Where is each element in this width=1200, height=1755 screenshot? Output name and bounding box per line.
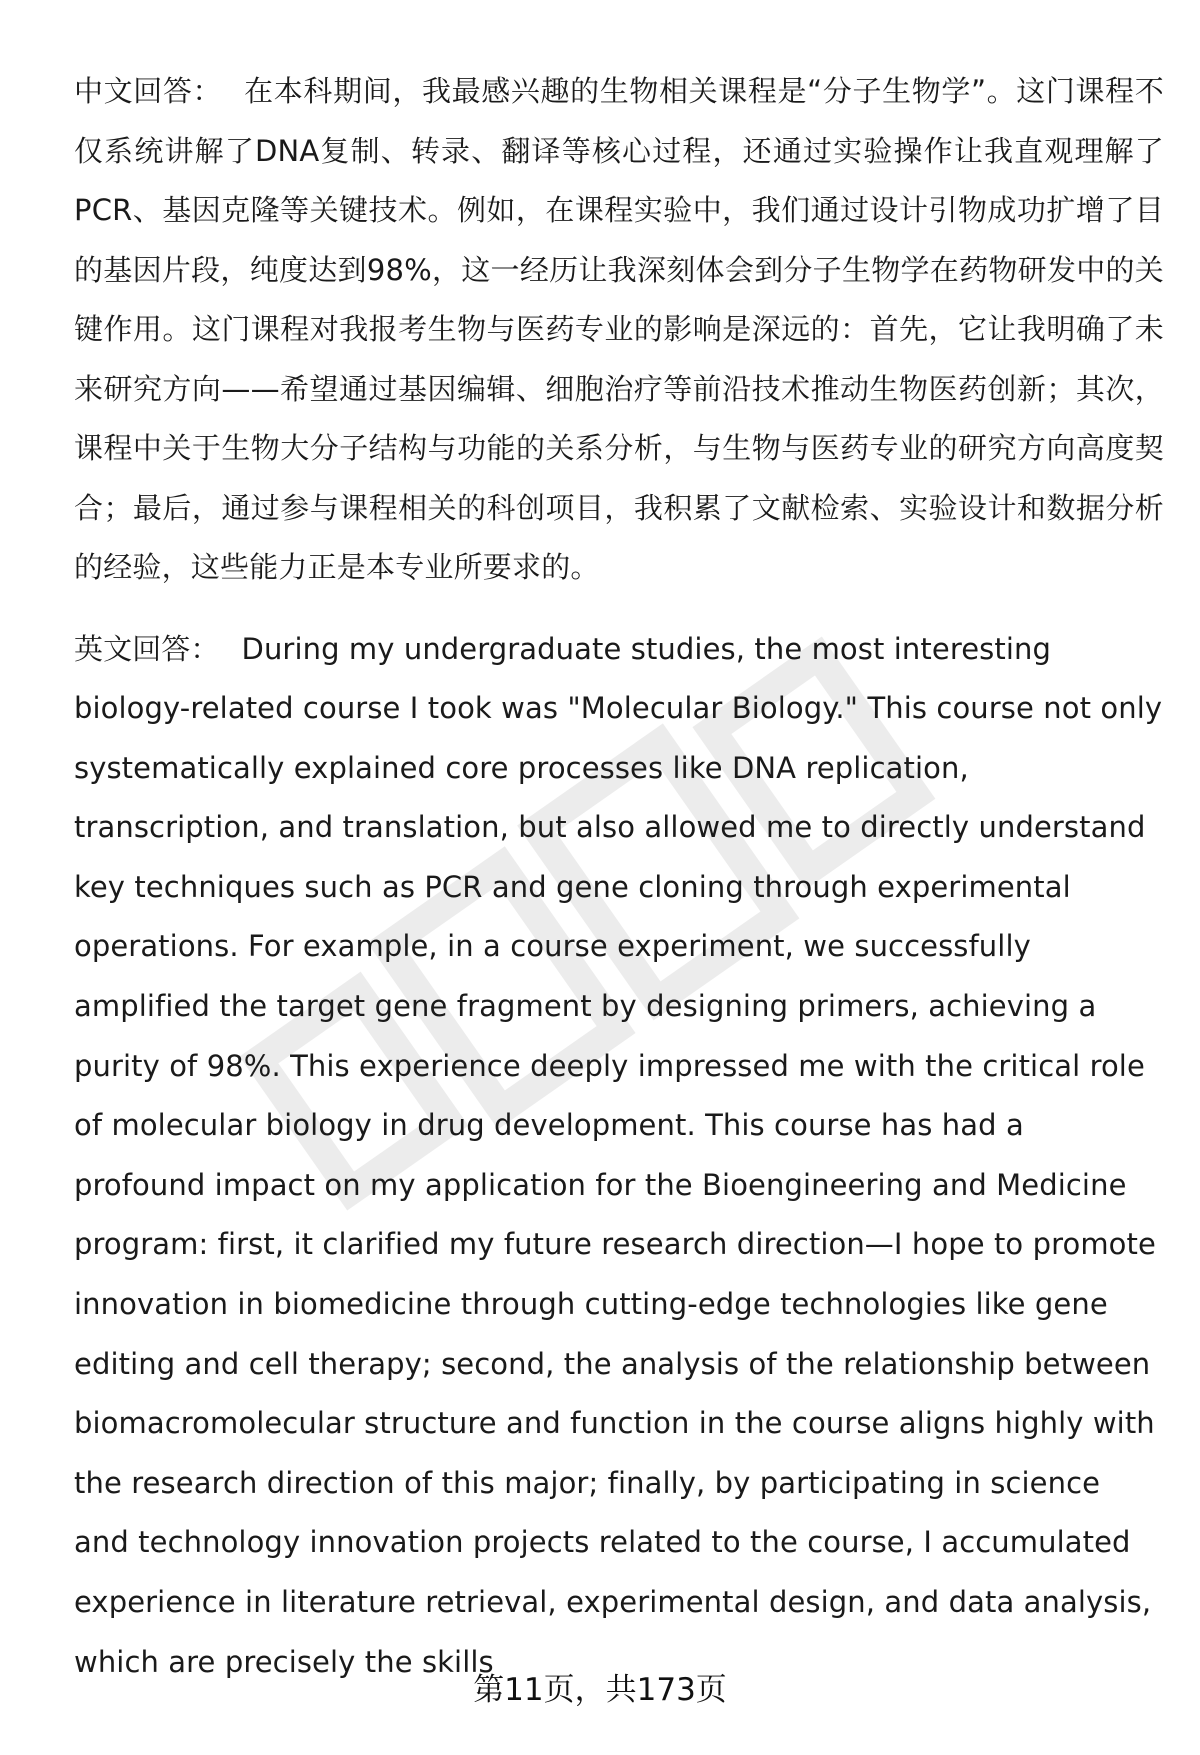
english-answer-text: During my undergraduate studies, the most interesting biology-related course I took was "Molecular Biology." This course not only systematically explained core processes like DNA replication, transcription, and translation, but also allowed me to directly understand key techniques such as PCR and gene cloning through experimental operations. For example, in a course experiment, we successfully amplified the target gene fragment by designing primers, achieving a purity of 98%. This experience deeply impressed me with the critical role of molecular biology in drug development. This course has had a profound impact on my application for the Bioengineering and Medicine program: first, it clarified my future research direction—I hope to promote innovation in biomedicine through cutting-edge technologies like gene editing and cell therapy; second, the analysis of the relationship between biomacromolecular structure and function in the course aligns highly with the research direction of this major; finally, by participating in science and technology innovation projects related to the course, I accumulated experience in literature retrieval, experimental design, and data analysis, which are precisely the skills (74, 631, 1163, 1679)
chinese-answer-text: 在本科期间，我最感兴趣的生物相关课程是“分子生物学”。这门课程不仅系统讲解了DNA复制、转录、翻译等核心过程，还通过实验操作让我直观理解了PCR、基因克隆等关键技术。例如，在课程实验中，我们通过设计引物成功扩增了目的基因片段，纯度达到98%，这一经历让我深刻体会到分子生物学在药物研发中的关键作用。这门课程对我报考生物与医药专业的影响是深远的：首先，它让我明确了未来研究方向——希望通过基因编辑、细胞治疗等前沿技术推动生物医药创新；其次，课程中关于生物大分子结构与功能的关系分析，与生物与医药专业的研究方向高度契合；最后，通过参与课程相关的科创项目，我积累了文献检索、实验设计和数据分析的经验，这些能力正是本专业所要求的。 (74, 74, 1164, 584)
chinese-answer-paragraph (74, 62, 1164, 598)
chinese-answer-label: 中文回答： (74, 74, 223, 108)
page-number-footer: 第11页，共173页 (473, 1672, 727, 1708)
english-answer-label: 英文回答： (74, 631, 220, 666)
document-body (74, 62, 1164, 1692)
english-answer-paragraph (74, 620, 1164, 1693)
